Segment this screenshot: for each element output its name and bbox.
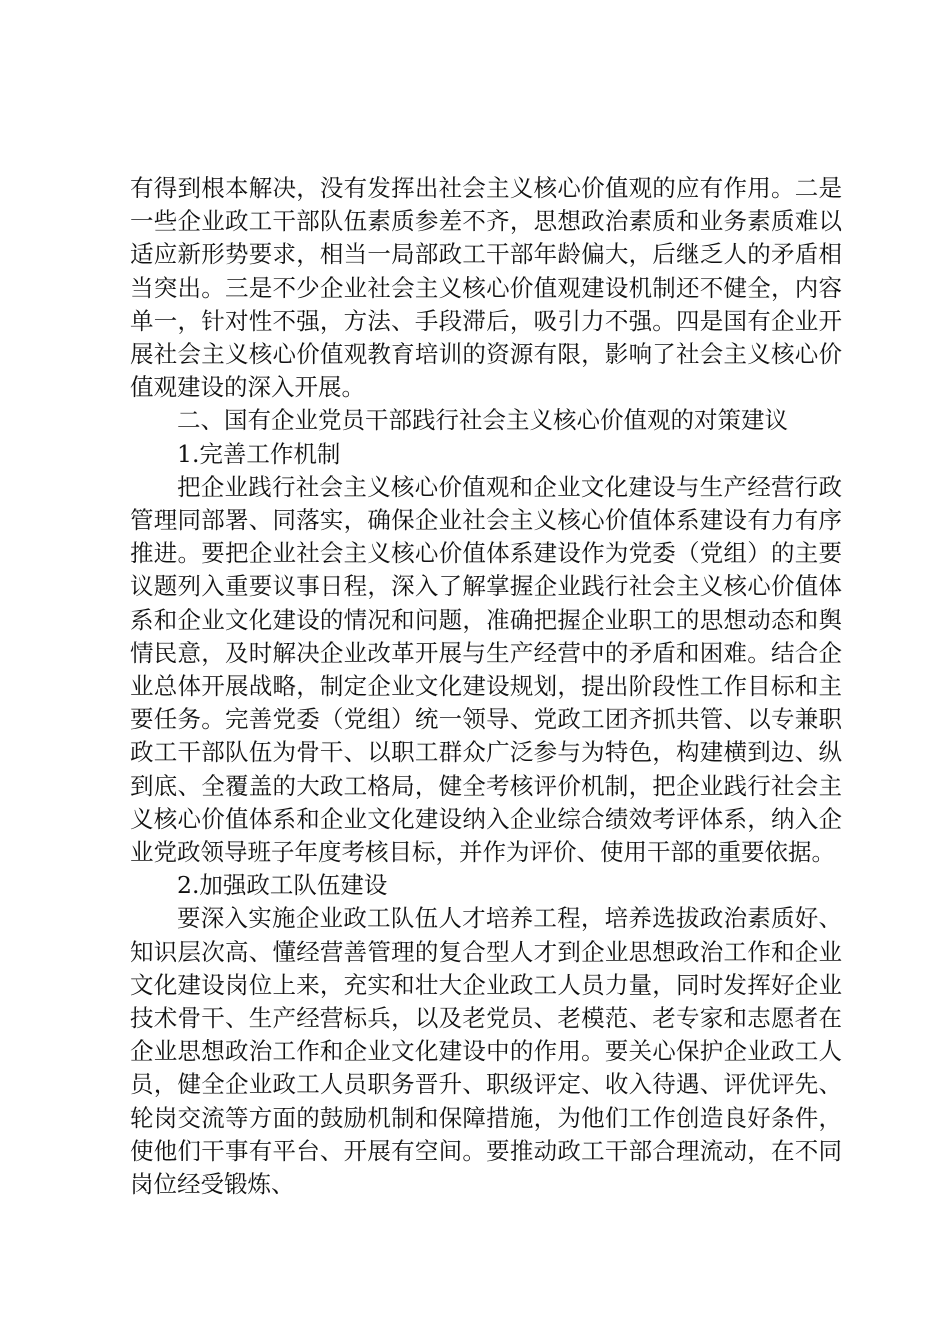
- subsection-heading-2: 2.加强政工队伍建设: [177, 871, 388, 900]
- paragraph-team-building: 要深入实施企业政工队伍人才培养工程，培养选拔政治素质好、知识层次高、懂经营善管理的复合型人才到企业思想政治工作和企业文化建设岗位上来，充实和壮大企业政工人员力量，同时发挥好企业技术骨干、生产经营标兵，以及老党员、老模范、老专家和志愿者在企业思想政治工作和企业文化建设中的作用。要关心保护企业政工人员，健全企业政工人员职务晋升、职级评定、收入待遇、评优评先、轮岗交流等方面的鼓励机制和保障措施，为他们工作创造良好条件，使他们干事有平台、开展有空间。要推动政工干部合理流动，在不同岗位经受锻炼、: [130, 904, 842, 1199]
- subsection-heading-1: 1.完善工作机制: [177, 439, 341, 468]
- section-heading: 二、国有企业党员干部践行社会主义核心价值观的对策建议: [177, 406, 788, 435]
- paragraph-continuation: 有得到根本解决，没有发挥出社会主义核心价值观的应有作用。二是一些企业政工干部队伍素质参差不齐，思想政治素质和业务素质难以适应新形势要求，相当一局部政工干部年龄偏大，后继乏人的矛盾相当突出。三是不少企业社会主义核心价值观建设机制还不健全，内容单一，针对性不强，方法、手段滞后，吸引力不强。四是国有企业开展社会主义核心价值观教育培训的资源有限，影响了社会主义核心价值观建设的深入开展。: [130, 174, 842, 402]
- paragraph-work-mechanism: 把企业践行社会主义核心价值观和企业文化建设与生产经营行政管理同部署、同落实，确保企业社会主义核心价值体系建设有力有序推进。要把企业社会主义核心价值体系建设作为党委（党组）的主要议题列入重要议事日程，深入了解掌握企业践行社会主义核心价值体系和企业文化建设的情况和问题，准确把握企业职工的思想动态和舆情民意，及时解决企业改革开展与生产经营中的矛盾和困难。结合企业总体开展战略，制定企业文化建设规划，提出阶段性工作目标和主要任务。完善党委（党组）统一领导、党政工团齐抓共管、以专兼职政工干部队伍为骨干、以职工群众广泛参与为特色，构建横到边、纵到底、全覆盖的大政工格局，健全考核评价机制，把企业践行社会主义核心价值体系和企业文化建设纳入企业综合绩效考评体系，纳入企业党政领导班子年度考核目标，并作为评价、使用干部的重要依据。: [130, 472, 842, 867]
- document-page: [130, 172, 842, 1201]
